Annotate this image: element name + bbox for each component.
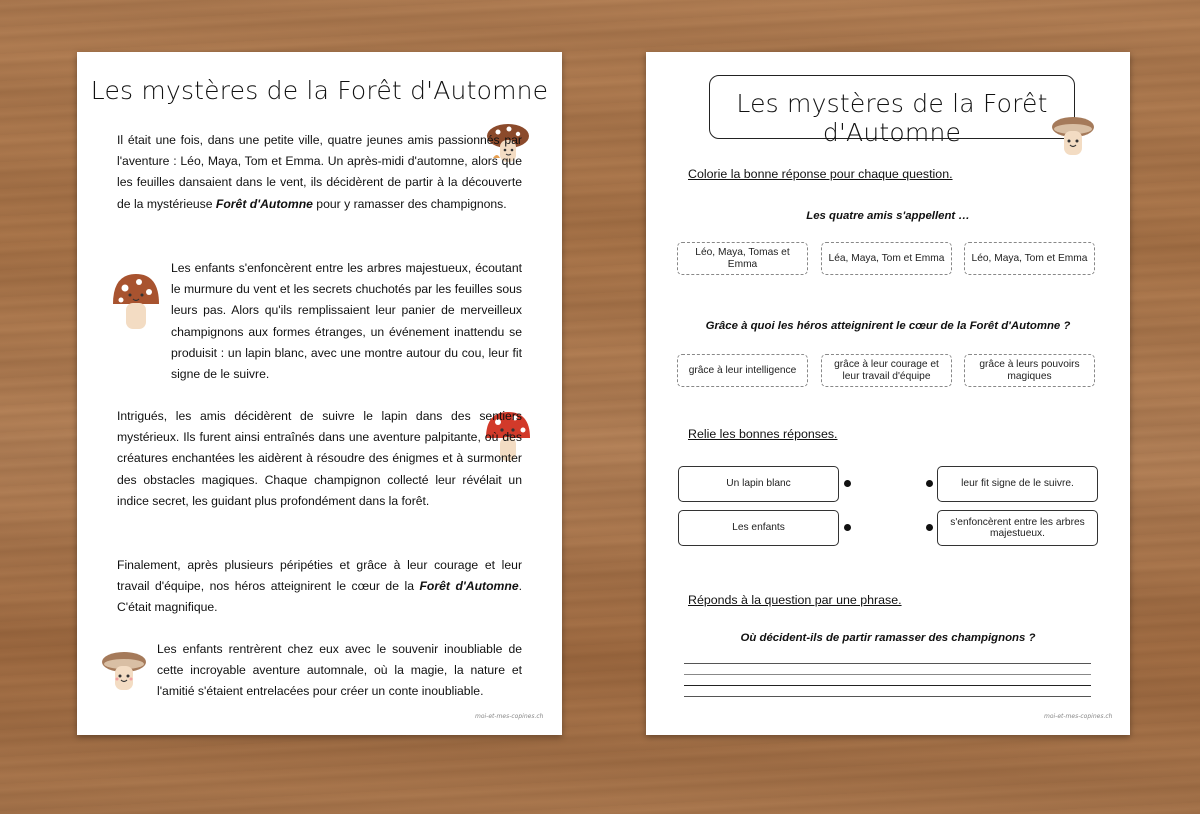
title-frame — [709, 75, 1075, 147]
beige-mushroom-icon — [99, 648, 149, 694]
story-paragraph-3: Intrigués, les amis décidèrent de suivre le lapin dans des sentiers mystérieux. Ils furent ainsi entraînés dans une aventure palpitante, où des créatures enchantées les aidèrent à résoudre des énigmes et à surmonter des obstacles magiques. Chaque champignon collecté leur révélait un indice secret, les guidant plus profondément dans la forêt. — [117, 409, 522, 508]
writing-line[interactable] — [684, 696, 1091, 697]
match-dot[interactable] — [844, 480, 851, 487]
beige-mushroom-icon — [1049, 114, 1097, 158]
instruction-answer: Réponds à la question par une phrase. — [688, 593, 902, 607]
answer-option[interactable]: grâce à leur courage et leur travail d'équipe — [821, 354, 952, 387]
match-left-item[interactable]: Un lapin blanc — [678, 466, 839, 502]
question-1: Les quatre amis s'appellent … — [806, 210, 970, 222]
match-right-item[interactable]: s'enfoncèrent entre les arbres majestueux. — [937, 510, 1098, 546]
match-right-item[interactable]: leur fit signe de le suivre. — [937, 466, 1098, 502]
story-paragraph-1: Il était une fois, dans une petite ville, quatre jeunes amis passionnés par l'aventure : Léo, Maya, Tom et Emma. Un après-midi d'automne, alors que les feuilles dansaient dans le vent, ils décidèrent de partir à la découverte de la mystérieuse Forêt d'Automne pour y ramasser des champignons. — [117, 133, 522, 211]
answer-option[interactable]: grâce à leur intelligence — [677, 354, 808, 387]
forest-name: Forêt d'Automne — [215, 196, 313, 211]
watermark: moi-et-mes-copines.ch — [475, 713, 544, 720]
writing-line[interactable] — [684, 663, 1091, 664]
story-page — [77, 52, 562, 735]
story-paragraph-2: Les enfants s'enfoncèrent entre les arbres majestueux, écoutant le murmure du vent et les secrets chuchotés par les feuilles sous leurs pas. Alors qu'ils remplissaient leur panier de merveilleux champignons aux formes étranges, un événement inattendu se produisit : un lapin blanc, avec une montre autour du cou, leur fit signe de le suivre. — [171, 261, 522, 382]
answer-option[interactable]: Léo, Maya, Tomas et Emma — [677, 242, 808, 275]
answer-option[interactable]: Léa, Maya, Tom et Emma — [821, 242, 952, 275]
match-dot[interactable] — [926, 480, 933, 487]
answer-option[interactable]: grâce à leurs pouvoirs magiques — [964, 354, 1095, 387]
worksheet-page — [646, 52, 1130, 735]
forest-name: Forêt d'Automne — [419, 579, 519, 594]
worksheet-title: Les mystères de la Forêt d'Automne — [736, 89, 1048, 147]
answer-option[interactable]: Léo, Maya, Tom et Emma — [964, 242, 1095, 275]
question-3: Où décident-ils de partir ramasser des champignons ? — [740, 632, 1036, 644]
story-paragraph-5: Les enfants rentrèrent chez eux avec le souvenir inoubliable de cette incroyable aventure automnale, où la magie, la nature et l'amitié s'étaient entrelacées pour créer un conte inoubliable. — [157, 642, 522, 699]
brown-mushroom-icon — [109, 270, 163, 334]
story-paragraph-4: Finalement, après plusieurs péripéties et grâce à leur courage et leur travail d'équipe, nos héros atteignirent le cœur de la Forêt d'Automne. C'était magnifique. — [117, 558, 522, 615]
instruction-color: Colorie la bonne réponse pour chaque question. — [688, 167, 953, 181]
watermark: moi-et-mes-copines.ch — [1044, 713, 1113, 720]
question-2: Grâce à quoi les héros atteignirent le cœur de la Forêt d'Automne ? — [705, 320, 1071, 332]
story-title: Les mystères de la Forêt d'Automne — [90, 76, 549, 105]
writing-line[interactable] — [684, 685, 1091, 686]
writing-line[interactable] — [684, 674, 1091, 675]
match-dot[interactable] — [926, 524, 933, 531]
instruction-match: Relie les bonnes réponses. — [688, 427, 838, 441]
match-dot[interactable] — [844, 524, 851, 531]
match-left-item[interactable]: Les enfants — [678, 510, 839, 546]
